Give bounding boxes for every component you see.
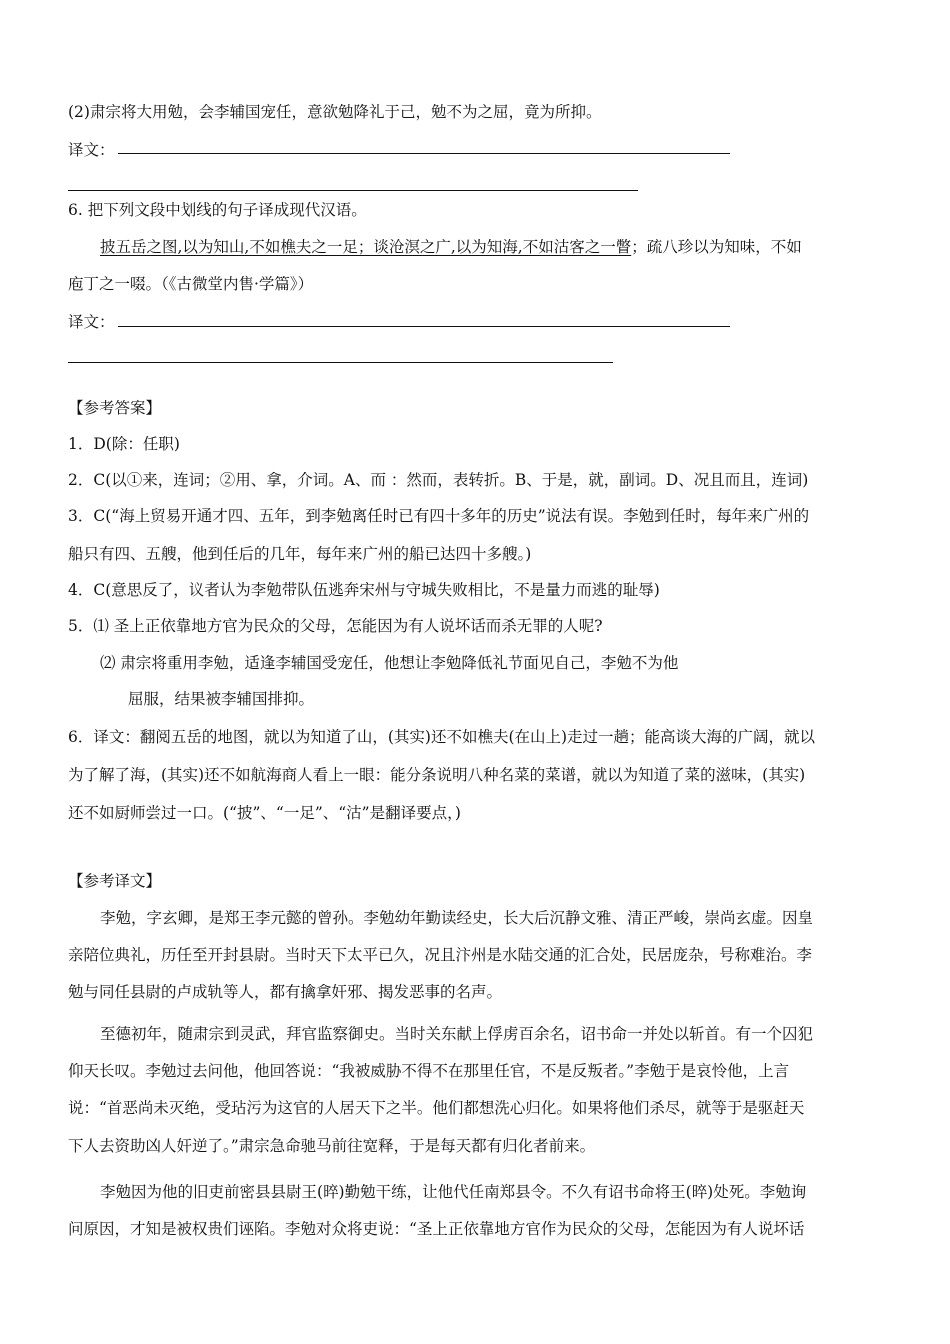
answer-4: 4．C(意思反了，议者认为李勉带队伍逃奔宋州与守城失败相比，不是量力而逃的耻辱) bbox=[68, 581, 660, 599]
translation-p1-line-2: 亲陪位典礼，历任至开封县尉。当时天下太平已久，况且汴州是水陆交通的汇合处，民居庞杂，号称难治。李 bbox=[68, 946, 813, 964]
translation-p2-line-4: 下人去资助凶人奸逆了。”肃宗急命驰马前往宽释，于是每天都有归化者前来。 bbox=[68, 1137, 596, 1155]
answer-3-line-2: 船只有四、五艘，他到任后的几年，每年来广州的船已达四十多艘。) bbox=[68, 545, 532, 563]
q5-answer-line-1[interactable] bbox=[118, 153, 730, 154]
translation-heading: 【参考译文】 bbox=[68, 872, 162, 890]
q6-translate-label: 译文： bbox=[68, 313, 115, 331]
translation-p1-line-1: 李勉，字玄卿，是郑王李元懿的曾孙。李勉幼年勤读经史，长大后沉静文雅、清正严峻，崇尚玄虚。因皇 bbox=[100, 909, 814, 927]
q6-prompt: 6. 把下列文段中划线的句子译成现代汉语。 bbox=[68, 201, 367, 219]
q5-translate-label: 译文： bbox=[68, 141, 115, 159]
answer-5-2-line-1: ⑵ 肃宗将重用李勉，适逢李辅国受宠任，他想让李勉降低礼节面见自己，李勉不为他 bbox=[100, 654, 679, 672]
q5-item2: (2)肃宗将大用勉，会李辅国宠任，意欲勉降礼于己，勉不为之屈，竟为所抑。 bbox=[68, 103, 602, 121]
translation-p2-line-1: 至德初年，随肃宗到灵武，拜官监察御史。当时关东献上俘虏百余名，诏书命一并处以斩首。有一个囚犯 bbox=[100, 1025, 814, 1043]
answer-1: 1．D(除：任职) bbox=[68, 435, 180, 453]
answer-5-2-line-2: 屈服，结果被李辅国排抑。 bbox=[128, 690, 315, 708]
answer-6-line-2: 为了解了海，(其实)还不如航海商人看上一眼：能分条说明八种名菜的菜谱，就以为知道了菜的滋味，(其实) bbox=[68, 766, 806, 784]
q6-answer-line-2[interactable] bbox=[68, 362, 613, 363]
answer-5-1: 5．⑴ 圣上正依靠地方官为民众的父母，怎能因为有人说坏话而杀无罪的人呢? bbox=[68, 617, 603, 635]
q6-passage-line-1 bbox=[100, 237, 802, 257]
answer-6-line-1: 6．译文：翻阅五岳的地图，就以为知道了山，(其实)还不如樵夫(在山上)走过一趟；能高谈大海的广阔，就以 bbox=[68, 728, 816, 746]
answer-3-line-1: 3．C(“海上贸易开通才四、五年，到李勉离任时已有四十多年的历史”说法有误。李勉到任时，每年来广州的 bbox=[68, 507, 810, 525]
translation-p2-line-3: 说：“首恶尚未灭绝，受玷污为这官的人居天下之半。他们都想洗心归化。如果将他们杀尽，就等于是驱赶天 bbox=[68, 1099, 805, 1117]
translation-p3-line-2: 问原因，才知是被权贵们诬陷。李勉对众将吏说：“圣上正依靠地方官作为民众的父母，怎能因为有人说坏话 bbox=[68, 1220, 805, 1238]
q6-underlined-sentence: 披五岳之图,以为知山,不如樵夫之一足；谈沧溟之广,以为知海,不如沽客之一瞥 bbox=[100, 238, 632, 256]
q6-answer-line-1[interactable] bbox=[118, 326, 730, 327]
translation-p1-line-3: 勉与同任县尉的卢成轨等人，都有擒拿奸邪、揭发恶事的名声。 bbox=[68, 983, 503, 1001]
translation-p2-line-2: 仰天长叹。李勉过去问他，他回答说：“我被威胁不得不在那里任官，不是反叛者。”李勉于是哀怜他，上言 bbox=[68, 1062, 790, 1080]
q5-answer-line-2[interactable] bbox=[68, 190, 638, 191]
translation-p3-line-1: 李勉因为他的旧吏前密县县尉王(晬)勤勉干练，让他代任南郑县令。不久有诏书命将王(晬)处死。李勉询 bbox=[100, 1183, 807, 1201]
answer-6-line-3: 还不如厨师尝过一口。(“披”、“一足”、“沽”是翻译要点，) bbox=[68, 804, 461, 822]
q6-passage-line-2: 庖丁之一啜。（《古微堂内售·学篇》） bbox=[68, 275, 314, 293]
answer-2: 2．C(以①来，连词；②用、拿，介词。A、而 ：然而，表转折。B、于是，就，副词。D、况且而且，连词) bbox=[68, 471, 809, 489]
answers-heading: 【参考答案】 bbox=[68, 399, 162, 417]
q6-passage-rest: ；疏八珍以为知味，不如 bbox=[631, 238, 802, 256]
